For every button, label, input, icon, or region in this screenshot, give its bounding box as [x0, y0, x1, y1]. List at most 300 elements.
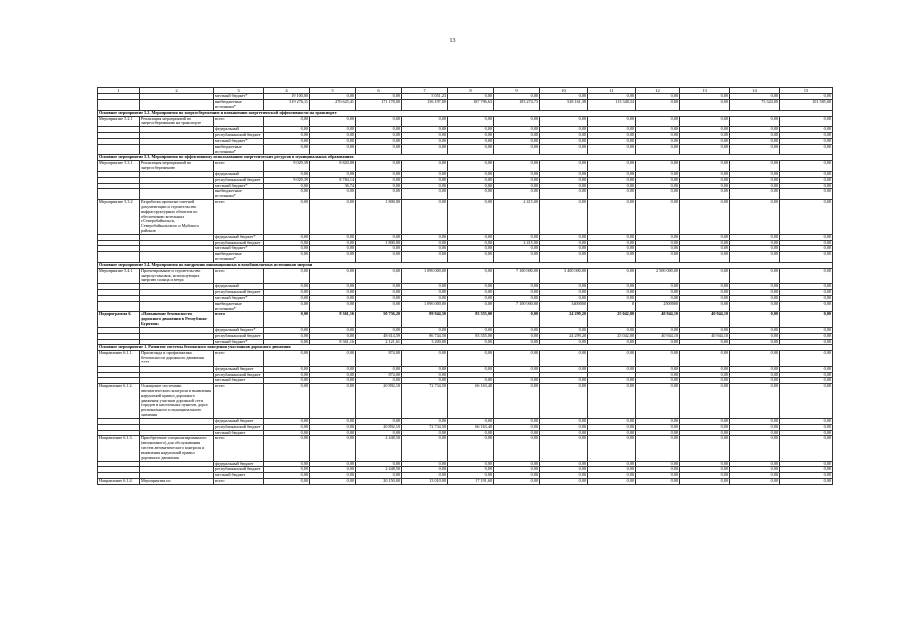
funding-source: федеральный бюджет [214, 461, 264, 467]
table-row [98, 100, 833, 111]
funding-source: всего [214, 384, 264, 419]
amount-cell: 0,00 [402, 366, 448, 372]
amount-cell: 0,00 [448, 351, 494, 366]
amount-cell: 0,00 [730, 312, 780, 327]
row-description: Мероприятия по [140, 479, 214, 485]
funding-source: всего [214, 351, 264, 366]
amount-cell: 0,00 [494, 418, 540, 424]
amount-cell: 0,00 [588, 240, 636, 246]
amount-cell: 3400000 [540, 301, 588, 312]
amount-cell: 0,00 [310, 268, 356, 283]
column-header: 15 [780, 88, 833, 94]
amount-cell: 0,00 [780, 200, 833, 235]
row-description [140, 144, 214, 155]
funding-source: всего [214, 161, 264, 172]
amount-cell: 171 178,00 [356, 100, 402, 111]
amount-cell: 0,00 [680, 467, 730, 473]
amount-cell: 0,00 [636, 171, 680, 177]
amount-cell: 0,00 [448, 161, 494, 172]
amount-cell: 0,00 [264, 171, 310, 177]
amount-cell: 0,00 [494, 424, 540, 430]
amount-cell: 0,00 [730, 295, 780, 301]
amount-cell: 0,00 [448, 418, 494, 424]
amount-cell: 0,00 [356, 138, 402, 144]
amount-cell: 0,00 [448, 183, 494, 189]
amount-cell: 0,00 [680, 189, 730, 200]
amount-cell: 0,00 [730, 116, 780, 127]
amount-cell: 25 042,00 [588, 312, 636, 327]
amount-cell: 0,00 [402, 461, 448, 467]
amount-cell: 0,00 [680, 246, 730, 252]
amount-cell: 75 324,00 [730, 100, 780, 111]
amount-cell: 0,00 [264, 479, 310, 485]
funding-source: федеральный бюджет* [214, 327, 264, 333]
amount-cell: 0,00 [540, 461, 588, 467]
amount-cell: 0,00 [780, 189, 833, 200]
amount-cell: 0,00 [540, 351, 588, 366]
amount-cell: 0,00 [540, 138, 588, 144]
funding-source: местный бюджет* [214, 246, 264, 252]
amount-cell: 0,00 [588, 234, 636, 240]
row-code [98, 252, 140, 263]
amount-cell: 0,00 [730, 479, 780, 485]
funding-source: всего [214, 116, 264, 127]
amount-cell: 17 191,60 [448, 479, 494, 485]
table-row [98, 200, 833, 235]
amount-cell: 0,00 [680, 372, 730, 378]
amount-cell: 0,00 [588, 116, 636, 127]
amount-cell: 0,00 [730, 384, 780, 419]
amount-cell: 0,00 [588, 246, 636, 252]
amount-cell: 0,00 [264, 138, 310, 144]
table-row [98, 116, 833, 127]
funding-source: внебюджетные источники* [214, 301, 264, 312]
amount-cell: 0,00 [540, 384, 588, 419]
amount-cell: 0,00 [730, 240, 780, 246]
funding-source: федеральный [214, 171, 264, 177]
amount-cell: 0,00 [310, 189, 356, 200]
amount-cell: 0,00 [356, 189, 402, 200]
funding-source: республиканский бюджет [214, 177, 264, 183]
amount-cell: 0,00 [310, 200, 356, 235]
amount-cell: 2 415,00 [494, 200, 540, 235]
amount-cell: 0,00 [310, 327, 356, 333]
amount-cell: 1 096 000,00 [402, 301, 448, 312]
amount-cell: 0,00 [494, 183, 540, 189]
amount-cell: 0,00 [680, 94, 730, 100]
amount-cell: 0,00 [588, 295, 636, 301]
amount-cell: 0,00 [636, 424, 680, 430]
amount-cell: 0,00 [780, 127, 833, 133]
amount-cell: 0,00 [680, 100, 730, 111]
amount-cell: 183 274,73 [494, 100, 540, 111]
row-description [140, 189, 214, 200]
amount-cell: 0,00 [310, 284, 356, 290]
amount-cell: 0,00 [730, 94, 780, 100]
funding-source: республиканский бюджет [214, 372, 264, 378]
funding-source: республиканский бюджет [214, 333, 264, 339]
amount-cell: 0,00 [680, 183, 730, 189]
amount-cell: 0,00 [494, 127, 540, 133]
funding-source: республиканский бюджет [214, 240, 264, 246]
amount-cell: 0,00 [402, 295, 448, 301]
amount-cell: 0,00 [730, 467, 780, 473]
amount-cell: 0,00 [680, 138, 730, 144]
funding-source: республиканский бюджет [214, 290, 264, 296]
column-header: 2 [140, 88, 214, 94]
amount-cell: 0,00 [402, 467, 448, 473]
amount-cell: 20 892,10 [356, 424, 402, 430]
amount-cell: 0,00 [494, 246, 540, 252]
amount-cell: 0,00 [448, 473, 494, 479]
amount-cell: 0,00 [448, 144, 494, 155]
amount-cell: 874,00 [356, 351, 402, 366]
amount-cell: 0,00 [780, 312, 833, 327]
amount-cell: 0,00 [680, 384, 730, 419]
amount-cell: 0,00 [680, 268, 730, 283]
amount-cell: 5 051,23 [402, 94, 448, 100]
amount-cell: 0,00 [588, 183, 636, 189]
amount-cell: 0,00 [636, 144, 680, 155]
amount-cell: 0,00 [494, 234, 540, 240]
amount-cell: 0,00 [310, 424, 356, 430]
amount-cell: 2 415,00 [494, 240, 540, 246]
amount-cell: 0,00 [310, 144, 356, 155]
amount-cell: 0,00 [730, 430, 780, 436]
column-header: 5 [310, 88, 356, 94]
amount-cell: 0,00 [494, 133, 540, 139]
amount-cell: 0,00 [264, 461, 310, 467]
amount-cell: 0,00 [310, 384, 356, 419]
funding-source: всего [214, 268, 264, 283]
amount-cell: 0,00 [494, 312, 540, 327]
amount-cell: 86 744,50 [402, 333, 448, 339]
amount-cell: 0,00 [588, 436, 636, 461]
amount-cell: 83 355,00 [448, 333, 494, 339]
amount-cell: 0,00 [264, 127, 310, 133]
amount-cell: 0,00 [636, 116, 680, 127]
amount-cell: 0,00 [636, 246, 680, 252]
amount-cell: 0,00 [636, 378, 680, 384]
amount-cell: 0,00 [730, 333, 780, 339]
amount-cell: 0,00 [402, 138, 448, 144]
amount-cell: 0,00 [448, 138, 494, 144]
amount-cell: 0,00 [264, 246, 310, 252]
amount-cell: 0,00 [588, 327, 636, 333]
amount-cell: 24 299,20 [540, 312, 588, 327]
amount-cell: 0,00 [636, 436, 680, 461]
amount-cell: 0,00 [448, 339, 494, 345]
amount-cell: 0,00 [780, 351, 833, 366]
amount-cell: 0,00 [780, 301, 833, 312]
amount-cell: 0,00 [680, 424, 730, 430]
funding-source: федеральный [214, 284, 264, 290]
row-code: Мероприятие 5.4.1 [98, 268, 140, 283]
row-description: Приобретение специализированного (автономного) для обслуживания систем автоматического контроля и выявления нарушений правил дорожного движения [140, 436, 214, 461]
amount-cell: 0,00 [310, 127, 356, 133]
amount-cell: 1 096 000,00 [402, 268, 448, 283]
amount-cell: 0,00 [402, 171, 448, 177]
amount-cell: 0,00 [680, 295, 730, 301]
amount-cell: 0,00 [310, 366, 356, 372]
amount-cell: 0,00 [448, 290, 494, 296]
amount-cell: 7 100 000,00 [494, 268, 540, 283]
amount-cell: 0,00 [494, 327, 540, 333]
amount-cell: 0,00 [730, 473, 780, 479]
amount-cell: 0,00 [636, 234, 680, 240]
amount-cell: 0,00 [448, 189, 494, 200]
amount-cell: 0,00 [588, 473, 636, 479]
row-description: Разработка проектно-сметной документации и строительство инфраструктурных объектов по обеспечению котельных г.Северобайкальск, Северобайкальского и Муйского районов [140, 200, 214, 235]
amount-cell: 25 042,00 [588, 333, 636, 339]
amount-cell: 0,00 [636, 366, 680, 372]
funding-source: республиканский бюджет [214, 424, 264, 430]
amount-cell: 0,00 [680, 290, 730, 296]
amount-cell: 0,00 [402, 418, 448, 424]
amount-cell: 0,00 [588, 171, 636, 177]
amount-cell: 0,00 [780, 290, 833, 296]
amount-cell: 0,00 [588, 189, 636, 200]
amount-cell: 0,00 [730, 339, 780, 345]
amount-cell: 72 734,50 [402, 424, 448, 430]
amount-cell: 0,00 [540, 284, 588, 290]
amount-cell: 0,00 [264, 366, 310, 372]
amount-cell: 0,00 [540, 378, 588, 384]
amount-cell: 0,00 [730, 183, 780, 189]
column-header: 14 [730, 88, 780, 94]
amount-cell: 8 820,88 [310, 161, 356, 172]
row-description [140, 301, 214, 312]
amount-cell: 0,00 [264, 290, 310, 296]
amount-cell: 0,00 [540, 133, 588, 139]
amount-cell: 0,00 [402, 177, 448, 183]
amount-cell: 0,00 [730, 461, 780, 467]
amount-cell: 13 010,00 [402, 479, 448, 485]
amount-cell: 0,00 [636, 177, 680, 183]
amount-cell: 0,00 [356, 171, 402, 177]
table-row [98, 189, 833, 200]
amount-cell: 0,00 [636, 240, 680, 246]
amount-cell: 874,00 [356, 372, 402, 378]
amount-cell: 0,00 [636, 473, 680, 479]
column-header: 11 [588, 88, 636, 94]
amount-cell: 0,00 [494, 171, 540, 177]
amount-cell: 0,00 [588, 351, 636, 366]
amount-cell: 528 161,38 [540, 100, 588, 111]
amount-cell: 0,00 [310, 378, 356, 384]
amount-cell: 0,00 [264, 234, 310, 240]
amount-cell: 0,00 [494, 161, 540, 172]
amount-cell: 0,00 [636, 384, 680, 419]
amount-cell: 0,00 [540, 473, 588, 479]
amount-cell: 0,00 [448, 240, 494, 246]
amount-cell: 24 299,20 [540, 333, 588, 339]
amount-cell: 1 800,00 [356, 200, 402, 235]
amount-cell: 8 361,16 [310, 312, 356, 327]
amount-cell: 0,00 [264, 424, 310, 430]
column-header: 6 [356, 88, 402, 94]
amount-cell: 113 348,34 [588, 100, 636, 111]
amount-cell: 0,00 [448, 378, 494, 384]
amount-cell: 0,00 [780, 284, 833, 290]
amount-cell: 0,00 [780, 268, 833, 283]
amount-cell: 0,00 [264, 240, 310, 246]
amount-cell: 0,00 [356, 252, 402, 263]
amount-cell: 0,00 [264, 183, 310, 189]
amount-cell: 0,00 [730, 284, 780, 290]
row-description [140, 100, 214, 111]
amount-cell: 0,00 [402, 183, 448, 189]
amount-cell: 0,00 [448, 133, 494, 139]
amount-cell: 0,00 [588, 161, 636, 172]
amount-cell: 0,00 [588, 284, 636, 290]
financing-table [97, 87, 833, 485]
amount-cell: 0,00 [402, 473, 448, 479]
amount-cell: 0,00 [448, 295, 494, 301]
row-description: «Повышение безопасности дорожного движения в Республике Бурятия» [140, 312, 214, 327]
amount-cell: 0,00 [780, 252, 833, 263]
amount-cell: 0,00 [494, 339, 540, 345]
amount-cell: 0,00 [780, 418, 833, 424]
amount-cell: 0,00 [730, 252, 780, 263]
amount-cell: 0,00 [636, 372, 680, 378]
amount-cell: 0,00 [588, 366, 636, 372]
amount-cell: 0,00 [730, 171, 780, 177]
amount-cell: 0,00 [402, 351, 448, 366]
amount-cell: 0,00 [780, 436, 833, 461]
amount-cell: 0,00 [680, 378, 730, 384]
section-title: Основное мероприятие 5.4. Мероприятия по внедрению инновационных и возобновляемых источников энергии [98, 262, 833, 268]
amount-cell: 0,00 [310, 133, 356, 139]
amount-cell: 0,00 [780, 339, 833, 345]
amount-cell: 0,00 [636, 295, 680, 301]
column-header: 7 [402, 88, 448, 94]
amount-cell: 0,00 [780, 177, 833, 183]
amount-cell: 0,00 [264, 436, 310, 461]
row-code: Мероприятие 5.3.2 [98, 200, 140, 235]
amount-cell: 0,00 [402, 133, 448, 139]
amount-cell: 0,00 [588, 144, 636, 155]
amount-cell: 0,00 [540, 161, 588, 172]
amount-cell: 0,00 [780, 479, 833, 485]
amount-cell: 0,00 [680, 127, 730, 133]
amount-cell: 0,00 [356, 366, 402, 372]
amount-cell: 0,00 [264, 384, 310, 419]
amount-cell: 0,00 [588, 200, 636, 235]
amount-cell: 0,00 [310, 436, 356, 461]
amount-cell: 0,00 [264, 430, 310, 436]
row-code: Направление 6.1.3. [98, 436, 140, 461]
amount-cell: 0,00 [730, 127, 780, 133]
amount-cell: 2 448,50 [356, 436, 402, 461]
amount-cell: 0,00 [780, 240, 833, 246]
amount-cell: 0,00 [780, 378, 833, 384]
row-description: Пропаганда и профилактика безопасности дорожного движения **** [140, 351, 214, 366]
amount-cell: 9 029,39 [264, 177, 310, 183]
amount-cell: 0,00 [310, 246, 356, 252]
amount-cell: 0,00 [636, 252, 680, 263]
amount-cell: 0,00 [540, 234, 588, 240]
amount-cell: 0,00 [494, 290, 540, 296]
amount-cell: 0,00 [680, 200, 730, 235]
amount-cell: 0,00 [780, 161, 833, 172]
amount-cell: 0,00 [356, 183, 402, 189]
amount-cell: 0,00 [636, 467, 680, 473]
amount-cell: 0,00 [356, 144, 402, 155]
amount-cell: 0,00 [780, 327, 833, 333]
column-header: 8 [448, 88, 494, 94]
amount-cell: 0,00 [402, 327, 448, 333]
amount-cell: 0,00 [448, 116, 494, 127]
amount-cell: 0,00 [636, 479, 680, 485]
amount-cell: 0,00 [588, 268, 636, 283]
funding-source: местный бюджет* [214, 138, 264, 144]
funding-source: всего [214, 479, 264, 485]
amount-cell: 0,00 [540, 116, 588, 127]
amount-cell: 0,00 [402, 240, 448, 246]
row-code [98, 144, 140, 155]
column-header: 3 [214, 88, 264, 94]
amount-cell: 9 029,39 [264, 161, 310, 172]
amount-cell: 0,00 [448, 200, 494, 235]
amount-cell: 0,00 [494, 284, 540, 290]
amount-cell: 0,00 [680, 116, 730, 127]
amount-cell: 0,00 [780, 116, 833, 127]
amount-cell: 0,00 [356, 133, 402, 139]
funding-source: местный бюджет* [214, 339, 264, 345]
amount-cell: 0,00 [780, 333, 833, 339]
amount-cell: 0,00 [448, 234, 494, 240]
amount-cell: 0,00 [356, 301, 402, 312]
amount-cell: 66 163,40 [448, 424, 494, 430]
amount-cell: 0,00 [310, 372, 356, 378]
amount-cell: 0,00 [588, 430, 636, 436]
funding-source: республиканский бюджет [214, 133, 264, 139]
amount-cell: 0,00 [540, 246, 588, 252]
table-row [98, 384, 833, 419]
funding-source: внебюджетные источники* [214, 100, 264, 111]
amount-cell: 0,00 [680, 436, 730, 461]
amount-cell: 0,00 [680, 240, 730, 246]
amount-cell: 0,00 [680, 479, 730, 485]
amount-cell: 0,00 [540, 479, 588, 485]
amount-cell: 0,00 [780, 424, 833, 430]
table-row [98, 252, 833, 263]
amount-cell: 0,00 [494, 138, 540, 144]
amount-cell: 0,00 [356, 295, 402, 301]
amount-cell: 0,00 [356, 127, 402, 133]
amount-cell: 0,00 [636, 189, 680, 200]
amount-cell: 0,00 [494, 479, 540, 485]
row-description: Реализация мероприятий по энергосбережению [140, 161, 214, 172]
table-row [98, 301, 833, 312]
amount-cell: 0,00 [494, 473, 540, 479]
amount-cell: 0,00 [780, 94, 833, 100]
amount-cell: 0,00 [264, 339, 310, 345]
amount-cell: 0,00 [540, 339, 588, 345]
amount-cell: 0,00 [680, 461, 730, 467]
amount-cell: 0,00 [780, 144, 833, 155]
funding-source: всего [214, 200, 264, 235]
amount-cell: 0,00 [310, 116, 356, 127]
amount-cell: 0,00 [780, 138, 833, 144]
amount-cell: 0,00 [680, 144, 730, 155]
row-code: Направление 6.1.4. [98, 479, 140, 485]
amount-cell: 0,00 [310, 295, 356, 301]
amount-cell: 2 448,50 [356, 467, 402, 473]
amount-cell: 0,00 [264, 189, 310, 200]
section-title: Основное мероприятие 5.2. Мероприятия по энергосбережению и повышению энергетической эффективности на транспорте [98, 110, 833, 116]
